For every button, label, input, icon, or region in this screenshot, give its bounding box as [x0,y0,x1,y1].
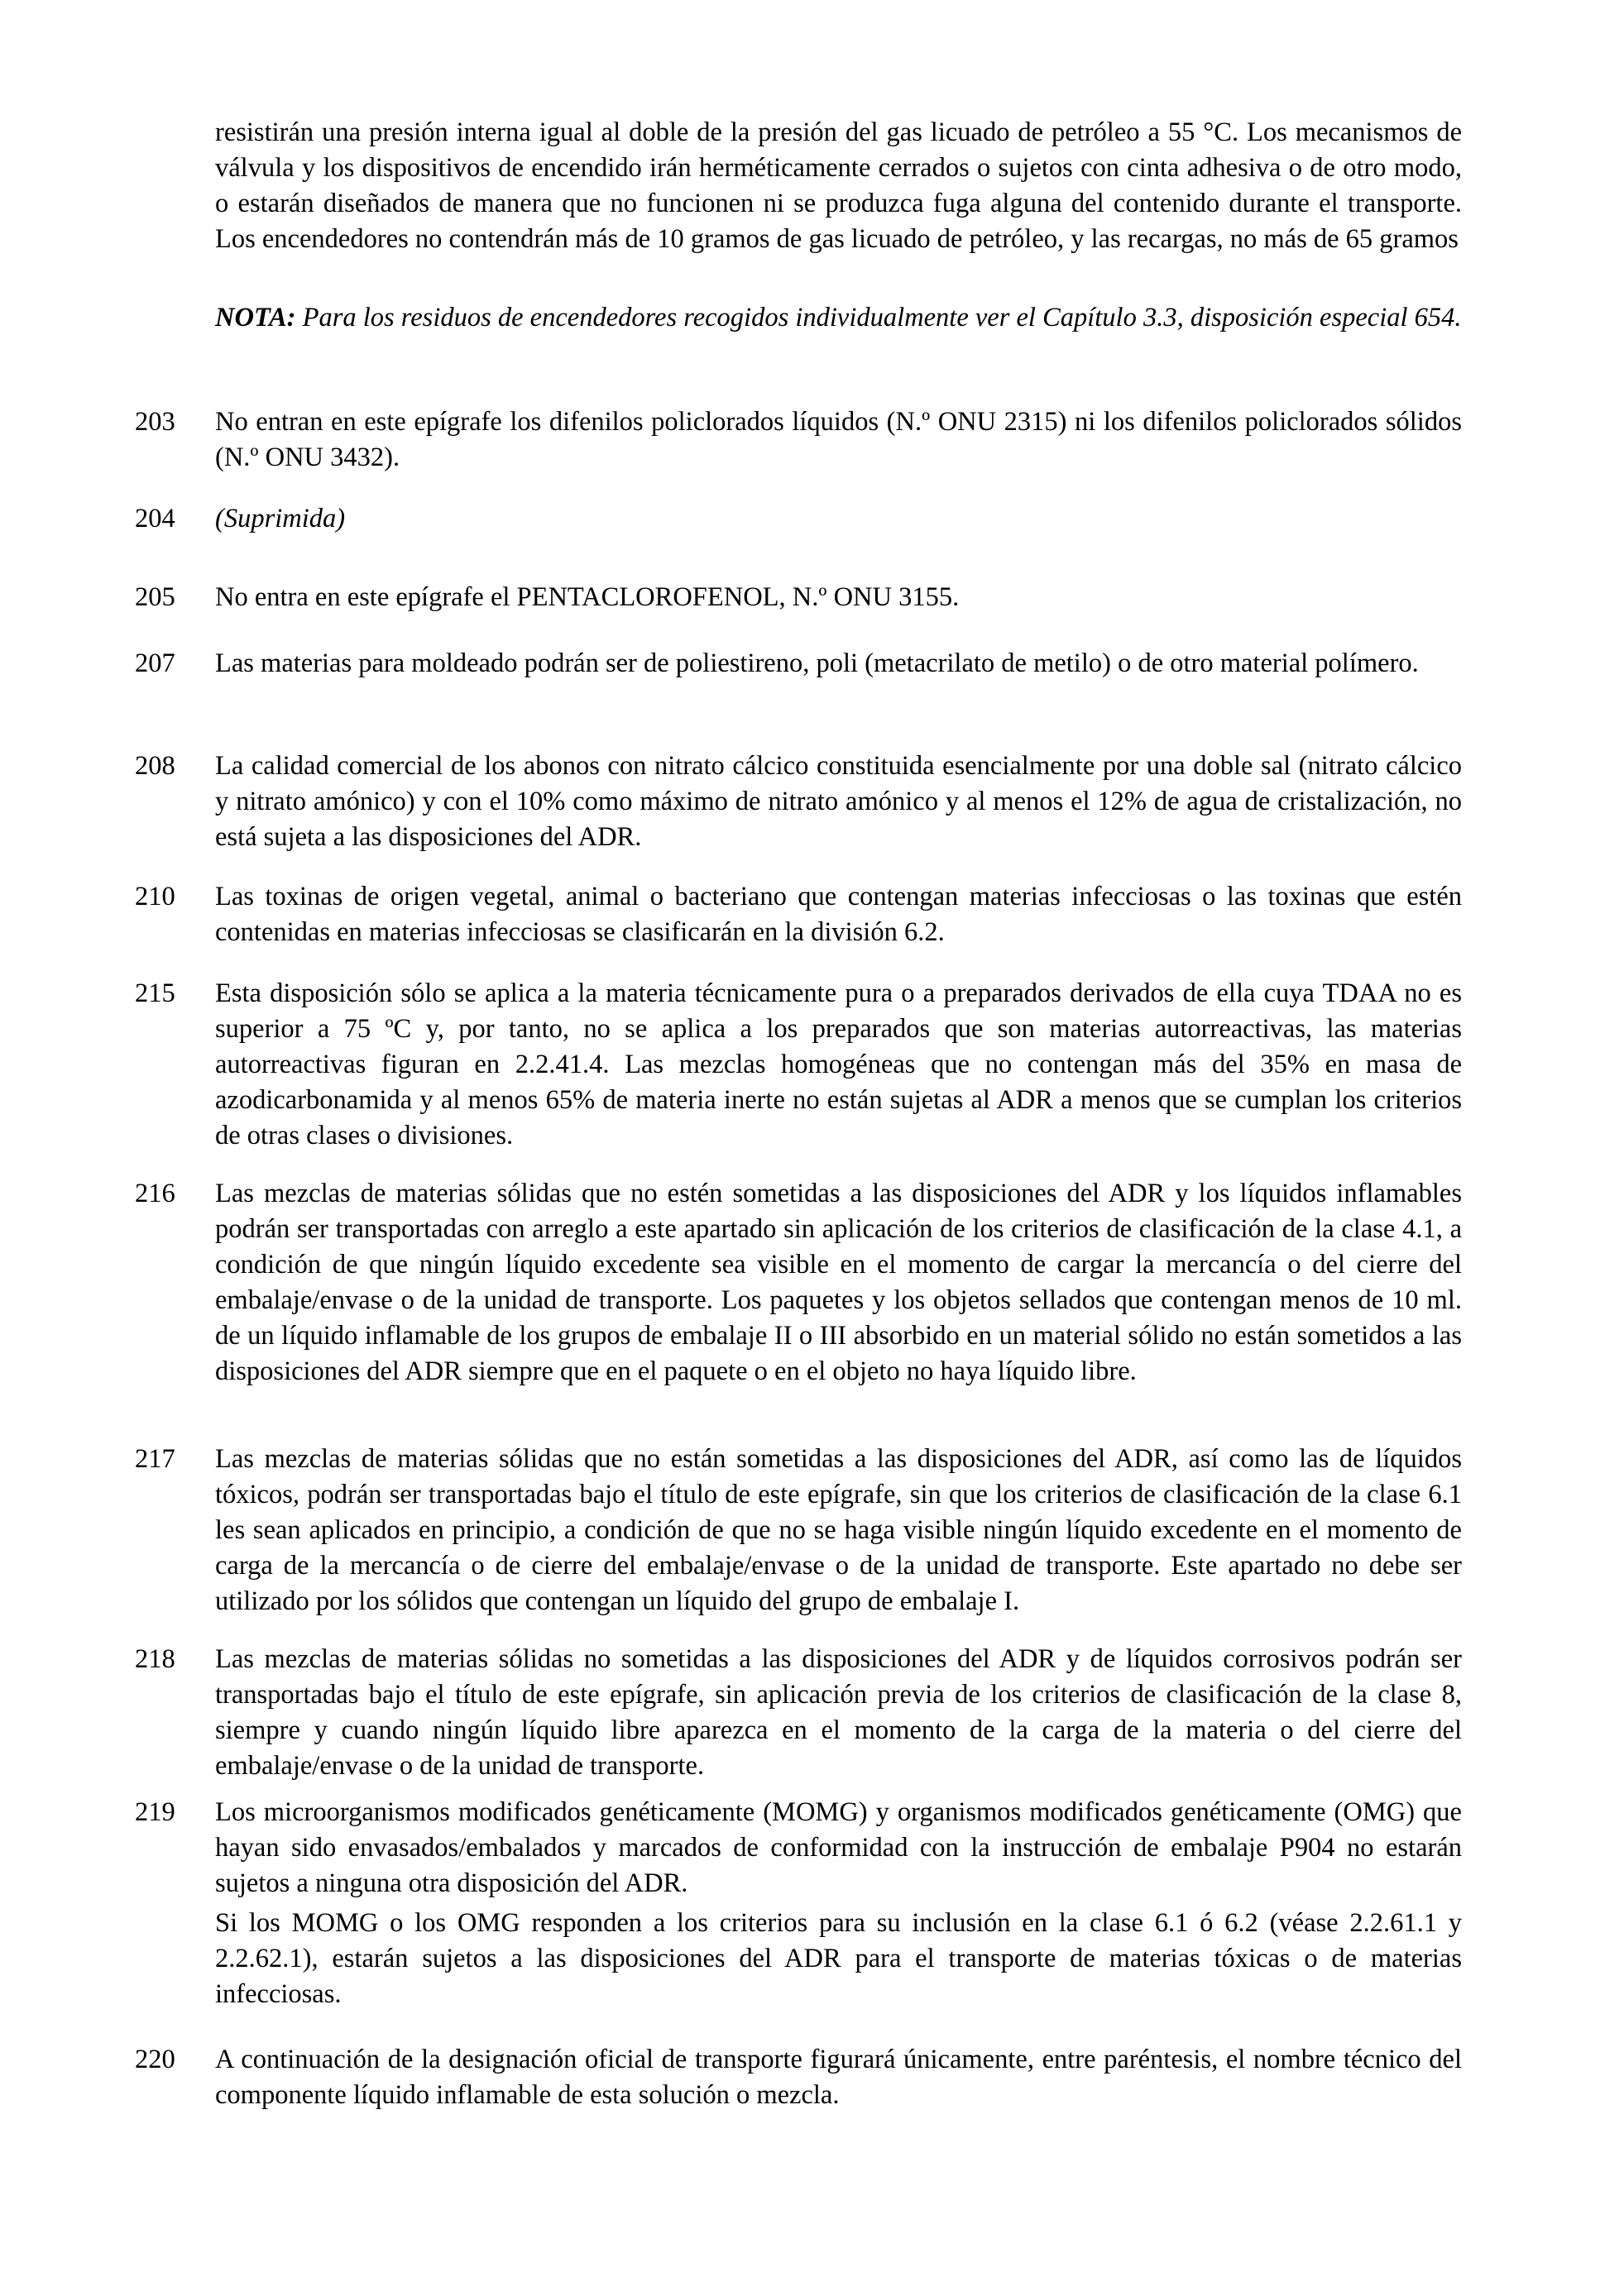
note-text: Para los residuos de encendedores recogidos individualmente ver el Capítulo 3.3, disposición especial 654. [295,303,1462,332]
provision-text: La calidad comercial de los abonos con nitrato cálcico constituida esencialmente por una doble sal (nitrato cálcico y nitrato amónico) y con el 10% como máximo de nitrato amónico y al menos el 12% de agua de cristalización, no está sujeta a las disposiciones del ADR. [215,751,1462,852]
provision-text: (Suprimida) [215,504,346,533]
provision-number: 205 [135,582,175,612]
note-label: NOTA: [215,303,296,332]
provision-text: Los microorganismos modificados genéticamente (MOMG) y organismos modificados genéticamente (OMG) que hayan sido envasados/embalados y marcados de conformidad con la instrucción de embalaje P904 no estarán sujetos a ninguna otra disposición del ADR. [215,1797,1462,1898]
provision-text: Las toxinas de origen vegetal, animal o bacteriano que contengan materias infecciosas o las toxinas que estén contenidas en materias infecciosas se clasificarán en la división 6.2. [215,882,1462,947]
provision-text: Las materias para moldeado podrán ser de poliestireno, poli (metacrilato de metilo) o de otro material polímero. [215,648,1419,678]
provision-text: A continuación de la designación oficial de transporte figurará únicamente, entre paréntesis, el nombre técnico del componente líquido inflamable de esta solución o mezcla. [215,2045,1462,2110]
provision-text-continued: Si los MOMG o los OMG responden a los criterios para su inclusión en la clase 6.1 ó 6.2 (véase 2.2.61.1 y 2.2.62.1), estarán sujetos a las disposiciones del ADR para el transporte de materias tóxicas o de materias infecciosas. [215,1908,1462,2009]
provision-number: 217 [135,1444,175,1474]
provision-number: 203 [135,407,175,437]
provision-number: 204 [135,504,175,533]
provision-number: 207 [135,648,175,678]
provision-number: 210 [135,882,175,911]
provision-number: 216 [135,1179,175,1208]
provision-text: Las mezclas de materias sólidas que no estén sometidas a las disposiciones del ADR y los líquidos inflamables podrán ser transportadas con arreglo a este apartado sin aplicación de los criterios de clasificación de la clase 4.1, a condición de que ningún líquido excedente sea visible en el momento de cargar la mercancía o del cierre del embalaje/envase o de la unidad de transporte. Los paquetes y los objetos sellados que contengan menos de 10 ml. de un líquido inflamable de los grupos de embalaje II o III absorbido en un material sólido no están sometidos a las disposiciones del ADR siempre que en el paquete o en el objeto no haya líquido libre. [215,1179,1462,1386]
provision-text: No entra en este epígrafe el PENTACLOROFENOL, N.º ONU 3155. [215,582,960,612]
provision-text: Esta disposición sólo se aplica a la materia técnicamente pura o a preparados derivados de ella cuya TDAA no es superior a 75 ºC y, por tanto, no se aplica a los preparados que son materias autorreactivas, las materias autorreactivas figuran en 2.2.41.4. Las mezclas homogéneas que no contengan más del 35% en masa de azodicarbonamida y al menos 65% de materia inerte no están sujetas al ADR a menos que se cumplan los criterios de otras clases o divisiones. [215,978,1462,1150]
provision-text: No entran en este epígrafe los difenilos policlorados líquidos (N.º ONU 2315) ni los difenilos policlorados sólidos (N.º ONU 3432). [215,407,1462,472]
provision-number: 219 [135,1797,175,1827]
provision-number: 208 [135,751,175,781]
intro-note [215,300,1462,336]
provision-text: Las mezclas de materias sólidas no sometidas a las disposiciones del ADR y de líquidos corrosivos podrán ser transportadas bajo el título de este epígrafe, sin aplicación previa de los criterios de clasificación de la clase 8, siempre y cuando ningún líquido libre aparezca en el momento de la carga de la materia o del cierre del embalaje/envase o de la unidad de transporte. [215,1644,1462,1781]
provision-number: 215 [135,978,175,1008]
provision-text: Las mezclas de materias sólidas que no están sometidas a las disposiciones del ADR, así como las de líquidos tóxicos, podrán ser transportadas bajo el título de este epígrafe, sin que los criterios de clasificación de la clase 6.1 les sean aplicados en principio, a condición de que no se haga visible ningún líquido excedente en el momento de carga de la mercancía o de cierre del embalaje/envase o de la unidad de transporte. Este apartado no debe ser utilizado por los sólidos que contengan un líquido del grupo de embalaje I. [215,1444,1462,1616]
provision-number: 220 [135,2045,175,2074]
intro-paragraph: resistirán una presión interna igual al doble de la presión del gas licuado de petróleo a 55 °C. Los mecanismos de válvula y los dispositivos de encendido irán herméticamente cerrados o sujetos con cinta adhesiva o de otro modo, o estarán diseñados de manera que no funcionen ni se produzca fuga alguna del contenido durante el transporte. Los encendedores no contendrán más de 10 gramos de gas licuado de petróleo, y las recargas, no más de 65 gramos [215,117,1462,254]
provision-number: 218 [135,1644,175,1674]
